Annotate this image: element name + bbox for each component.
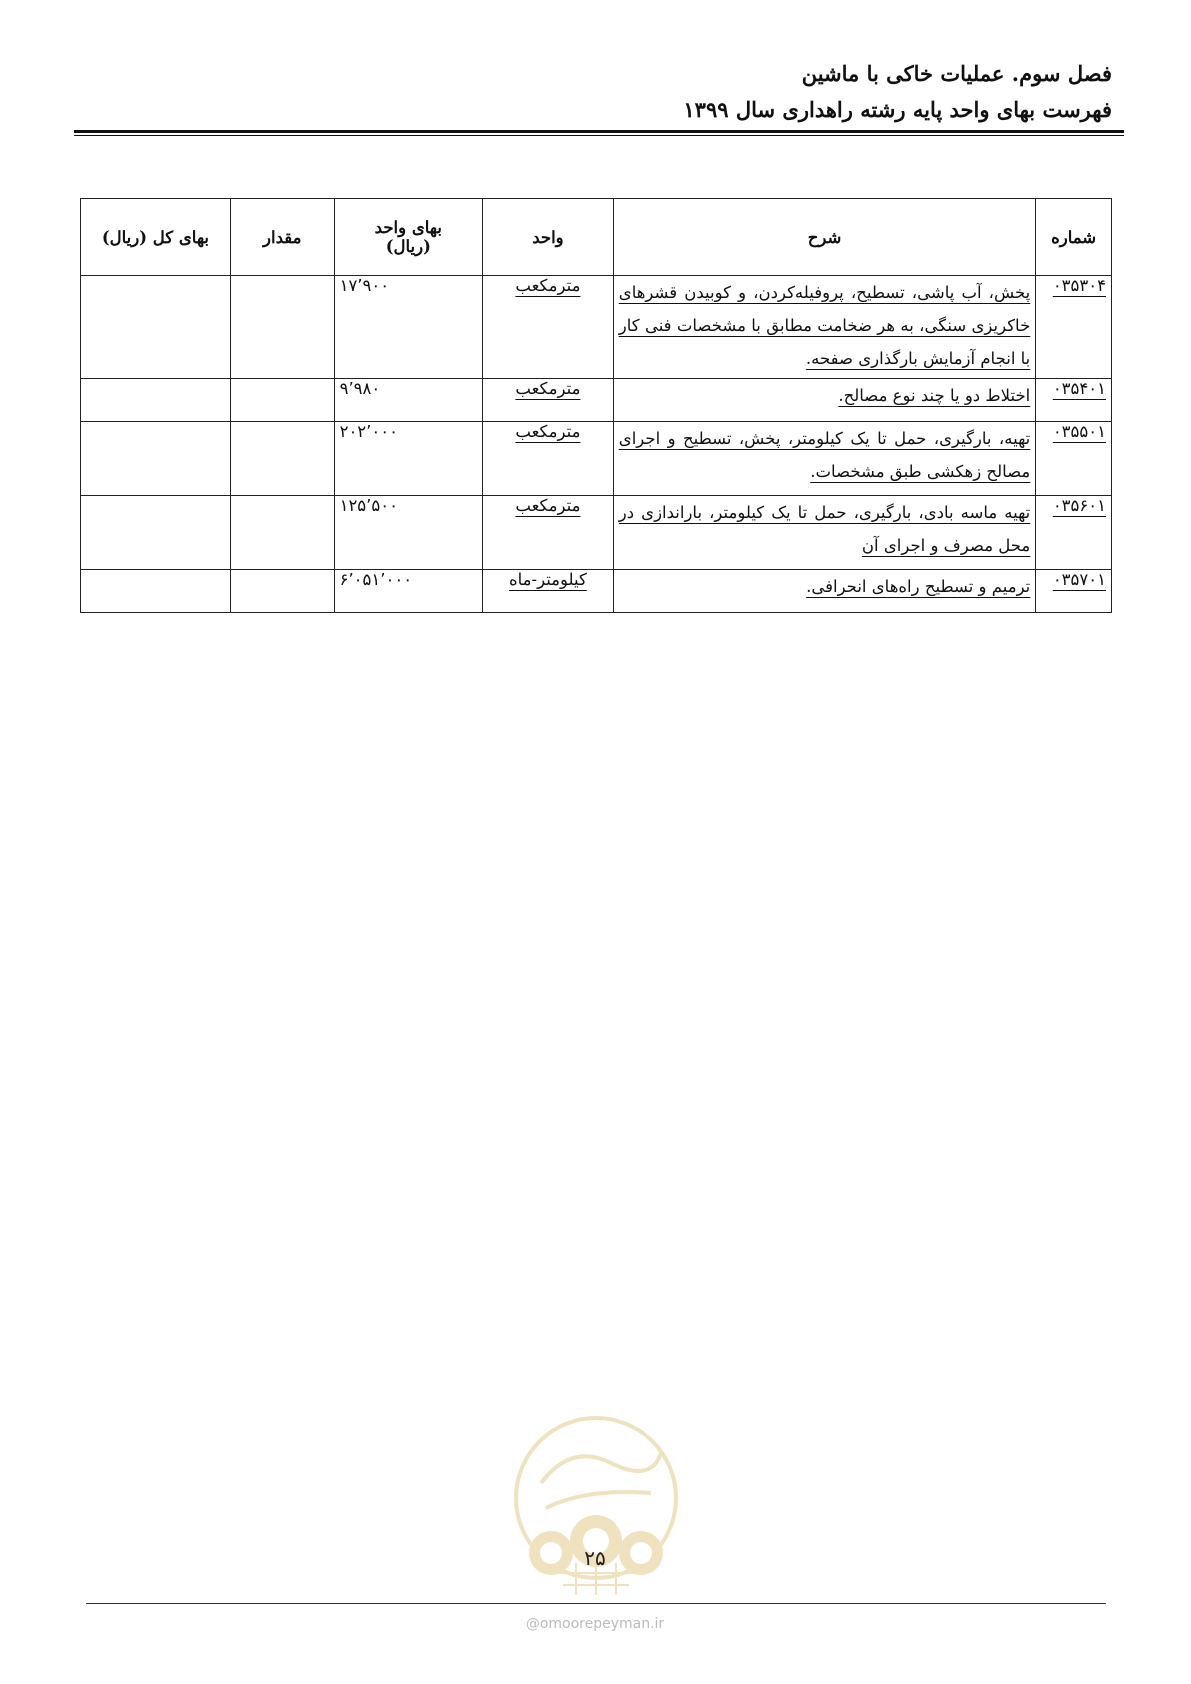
column-header-quantity: مقدار (230, 199, 334, 276)
column-header-unit: واحد (483, 199, 614, 276)
header-rule-thin (74, 135, 1124, 136)
item-unit-price: ۱۲۵٬۵۰۰ (334, 496, 482, 570)
price-list-table (80, 198, 1112, 613)
item-quantity (230, 422, 334, 496)
item-unit-price: ۱۷٬۹۰۰ (334, 276, 482, 379)
unit-price-currency: (ریال) (385, 237, 431, 256)
item-total (81, 570, 231, 613)
table-row (81, 422, 1112, 496)
item-code: ۰۳۵۴۰۱ (1036, 379, 1112, 422)
table-row (81, 496, 1112, 570)
header-rule-thick (74, 130, 1124, 133)
item-unit: مترمکعب (483, 496, 614, 570)
watermark-logo (501, 1413, 691, 1603)
item-code: ۰۳۵۵۰۱ (1036, 422, 1112, 496)
item-quantity (230, 496, 334, 570)
item-description: پخش، آب پاشی، تسطیح، پروفیله‌کردن، و کوبیدن قشرهای خاکریزی سنگی، به هر ضخامت مطابق با مشخصات فنی کار با انجام آزمایش بارگذاری صفحه. (613, 276, 1036, 379)
item-code: ۰۳۵۶۰۱ (1036, 496, 1112, 570)
document-subtitle: فهرست بهای واحد پایه رشته راهداری سال ۱۳۹۹ (683, 97, 1112, 122)
unit-price-label: بهای واحد (374, 218, 442, 237)
footer-website: @omoorepeyman.ir (525, 1616, 665, 1632)
item-total (81, 422, 231, 496)
column-header-total: بهای کل (ریال) (81, 199, 231, 276)
watermark-script-stroke (541, 1453, 661, 1483)
table-row (81, 276, 1112, 379)
item-unit: مترمکعب (483, 276, 614, 379)
column-header-description: شرح (613, 199, 1036, 276)
watermark-script-stroke (546, 1492, 651, 1508)
table-row (81, 570, 1112, 613)
item-description: ترمیم و تسطیح راه‌های انحرافی. (613, 570, 1036, 613)
item-unit: مترمکعب (483, 422, 614, 496)
item-quantity (230, 379, 334, 422)
footer-rule (86, 1603, 1106, 1604)
table-header-row (81, 199, 1112, 276)
page-number: ۲۵ (584, 1546, 606, 1570)
item-total (81, 276, 231, 379)
item-unit-price: ۶٬۰۵۱٬۰۰۰ (334, 570, 482, 613)
item-unit: کیلومتر-ماه (483, 570, 614, 613)
item-code: ۰۳۵۳۰۴ (1036, 276, 1112, 379)
item-code: ۰۳۵۷۰۱ (1036, 570, 1112, 613)
item-unit-price: ۲۰۲٬۰۰۰ (334, 422, 482, 496)
item-total (81, 496, 231, 570)
chapter-title: فصل سوم. عملیات خاکی با ماشین (801, 61, 1112, 86)
item-description: تهیه ماسه بادی، بارگیری، حمل تا یک کیلومتر، باراندازی در محل مصرف و اجرای آن (613, 496, 1036, 570)
table-row (81, 379, 1112, 422)
item-unit: مترمکعب (483, 379, 614, 422)
item-unit-price: ۹٬۹۸۰ (334, 379, 482, 422)
column-header-code: شماره (1036, 199, 1112, 276)
item-description: اختلاط دو یا چند نوع مصالح. (613, 379, 1036, 422)
item-quantity (230, 276, 334, 379)
item-quantity (230, 570, 334, 613)
item-total (81, 379, 231, 422)
page-header (68, 56, 1112, 128)
column-header-unit-price (334, 199, 482, 276)
item-description: تهیه، بارگیری، حمل تا یک کیلومتر، پخش، تسطیح و اجرای مصالح زهکشی طبق مشخصات. (613, 422, 1036, 496)
